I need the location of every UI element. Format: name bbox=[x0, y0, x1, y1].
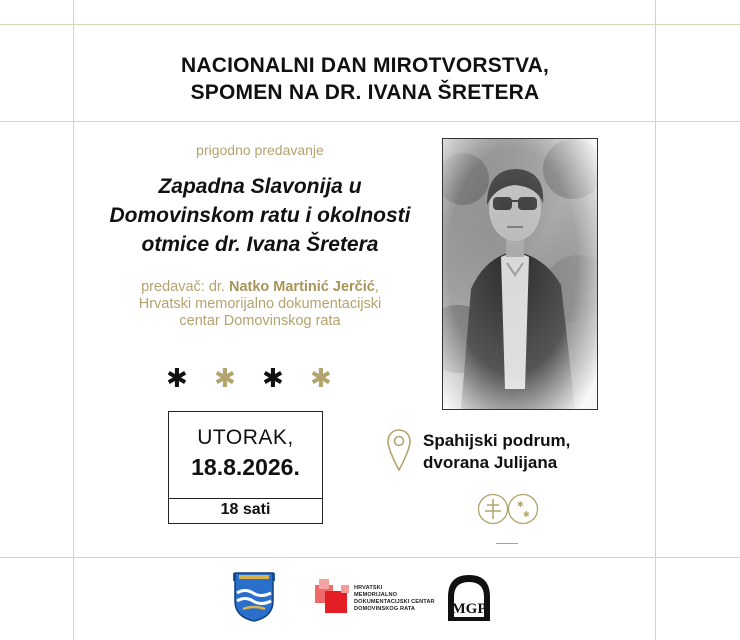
portrait-photo bbox=[442, 138, 598, 410]
star-icon: ✱ bbox=[310, 363, 332, 393]
event-date-box bbox=[168, 411, 323, 524]
svg-text:✱: ✱ bbox=[523, 510, 530, 519]
frame-line-right bbox=[655, 0, 656, 640]
location-pin-icon bbox=[386, 428, 412, 472]
portrait-image bbox=[443, 139, 597, 409]
frame-line-top bbox=[0, 24, 740, 25]
lecture-title-line-2: Domovinskom ratu i okolnosti bbox=[109, 204, 411, 227]
page-title bbox=[80, 52, 650, 106]
speaker-prefix: predavač: dr. bbox=[141, 279, 229, 295]
star-icon: ✱ bbox=[166, 363, 188, 393]
mgp-logo-text: MGP bbox=[451, 601, 487, 617]
hmdc-logo-text bbox=[354, 585, 454, 613]
venue-line-1: Spahijski podrum, bbox=[423, 431, 571, 450]
title-line-2: SPOMEN NA DR. IVANA ŠRETERA bbox=[190, 81, 540, 104]
frame-line-left bbox=[73, 0, 74, 640]
event-day: UTORAK, bbox=[197, 426, 294, 449]
mgp-logo bbox=[444, 571, 494, 623]
event-time: 18 sati bbox=[220, 501, 271, 518]
hmdc-logo-text-line: DOMOVINSKOG RATA bbox=[354, 606, 416, 612]
coat-of-arms-logo bbox=[231, 571, 277, 623]
lecture-title-line-3: otmice dr. Ivana Šretera bbox=[141, 233, 379, 256]
speaker-info bbox=[90, 279, 430, 330]
event-date: 18.8.2026. bbox=[191, 454, 300, 480]
speaker-suffix: , bbox=[374, 279, 379, 295]
star-icon: ✱ bbox=[214, 363, 236, 393]
star-icon: ✱ bbox=[262, 363, 284, 393]
lecture-title-line-1: Zapadna Slavonija u bbox=[158, 175, 362, 198]
frame-line-footer bbox=[0, 557, 740, 558]
venue-info bbox=[423, 430, 613, 474]
frame-line-header bbox=[0, 121, 740, 122]
cross-stars-emblem-icon bbox=[477, 493, 539, 525]
speaker-org-line-2: centar Domovinskog rata bbox=[179, 313, 341, 329]
decorative-stars bbox=[160, 363, 350, 393]
lecture-subtitle: prigodno predavanje bbox=[196, 142, 324, 158]
speaker-line bbox=[90, 279, 430, 296]
speaker-name: Natko Martinić Jerčić bbox=[228, 279, 375, 295]
date-divider bbox=[169, 498, 322, 499]
hmdc-logo bbox=[311, 577, 357, 617]
gold-dash-divider bbox=[496, 543, 518, 544]
venue-line-2: dvorana Julijana bbox=[423, 453, 558, 472]
title-line-1: NACIONALNI DAN MIROTVORSTVA, bbox=[180, 54, 550, 77]
svg-text:✱: ✱ bbox=[517, 500, 524, 509]
hmdc-logo-text-line: DOKUMENTACIJSKI CENTAR bbox=[354, 599, 435, 605]
lecture-title bbox=[84, 172, 436, 259]
hmdc-logo-text-line: HRVATSKI bbox=[354, 585, 383, 591]
speaker-org-line-1: Hrvatski memorijalno dokumentacijski bbox=[138, 296, 382, 312]
hmdc-logo-text-line: MEMORIJALNO bbox=[354, 592, 398, 598]
